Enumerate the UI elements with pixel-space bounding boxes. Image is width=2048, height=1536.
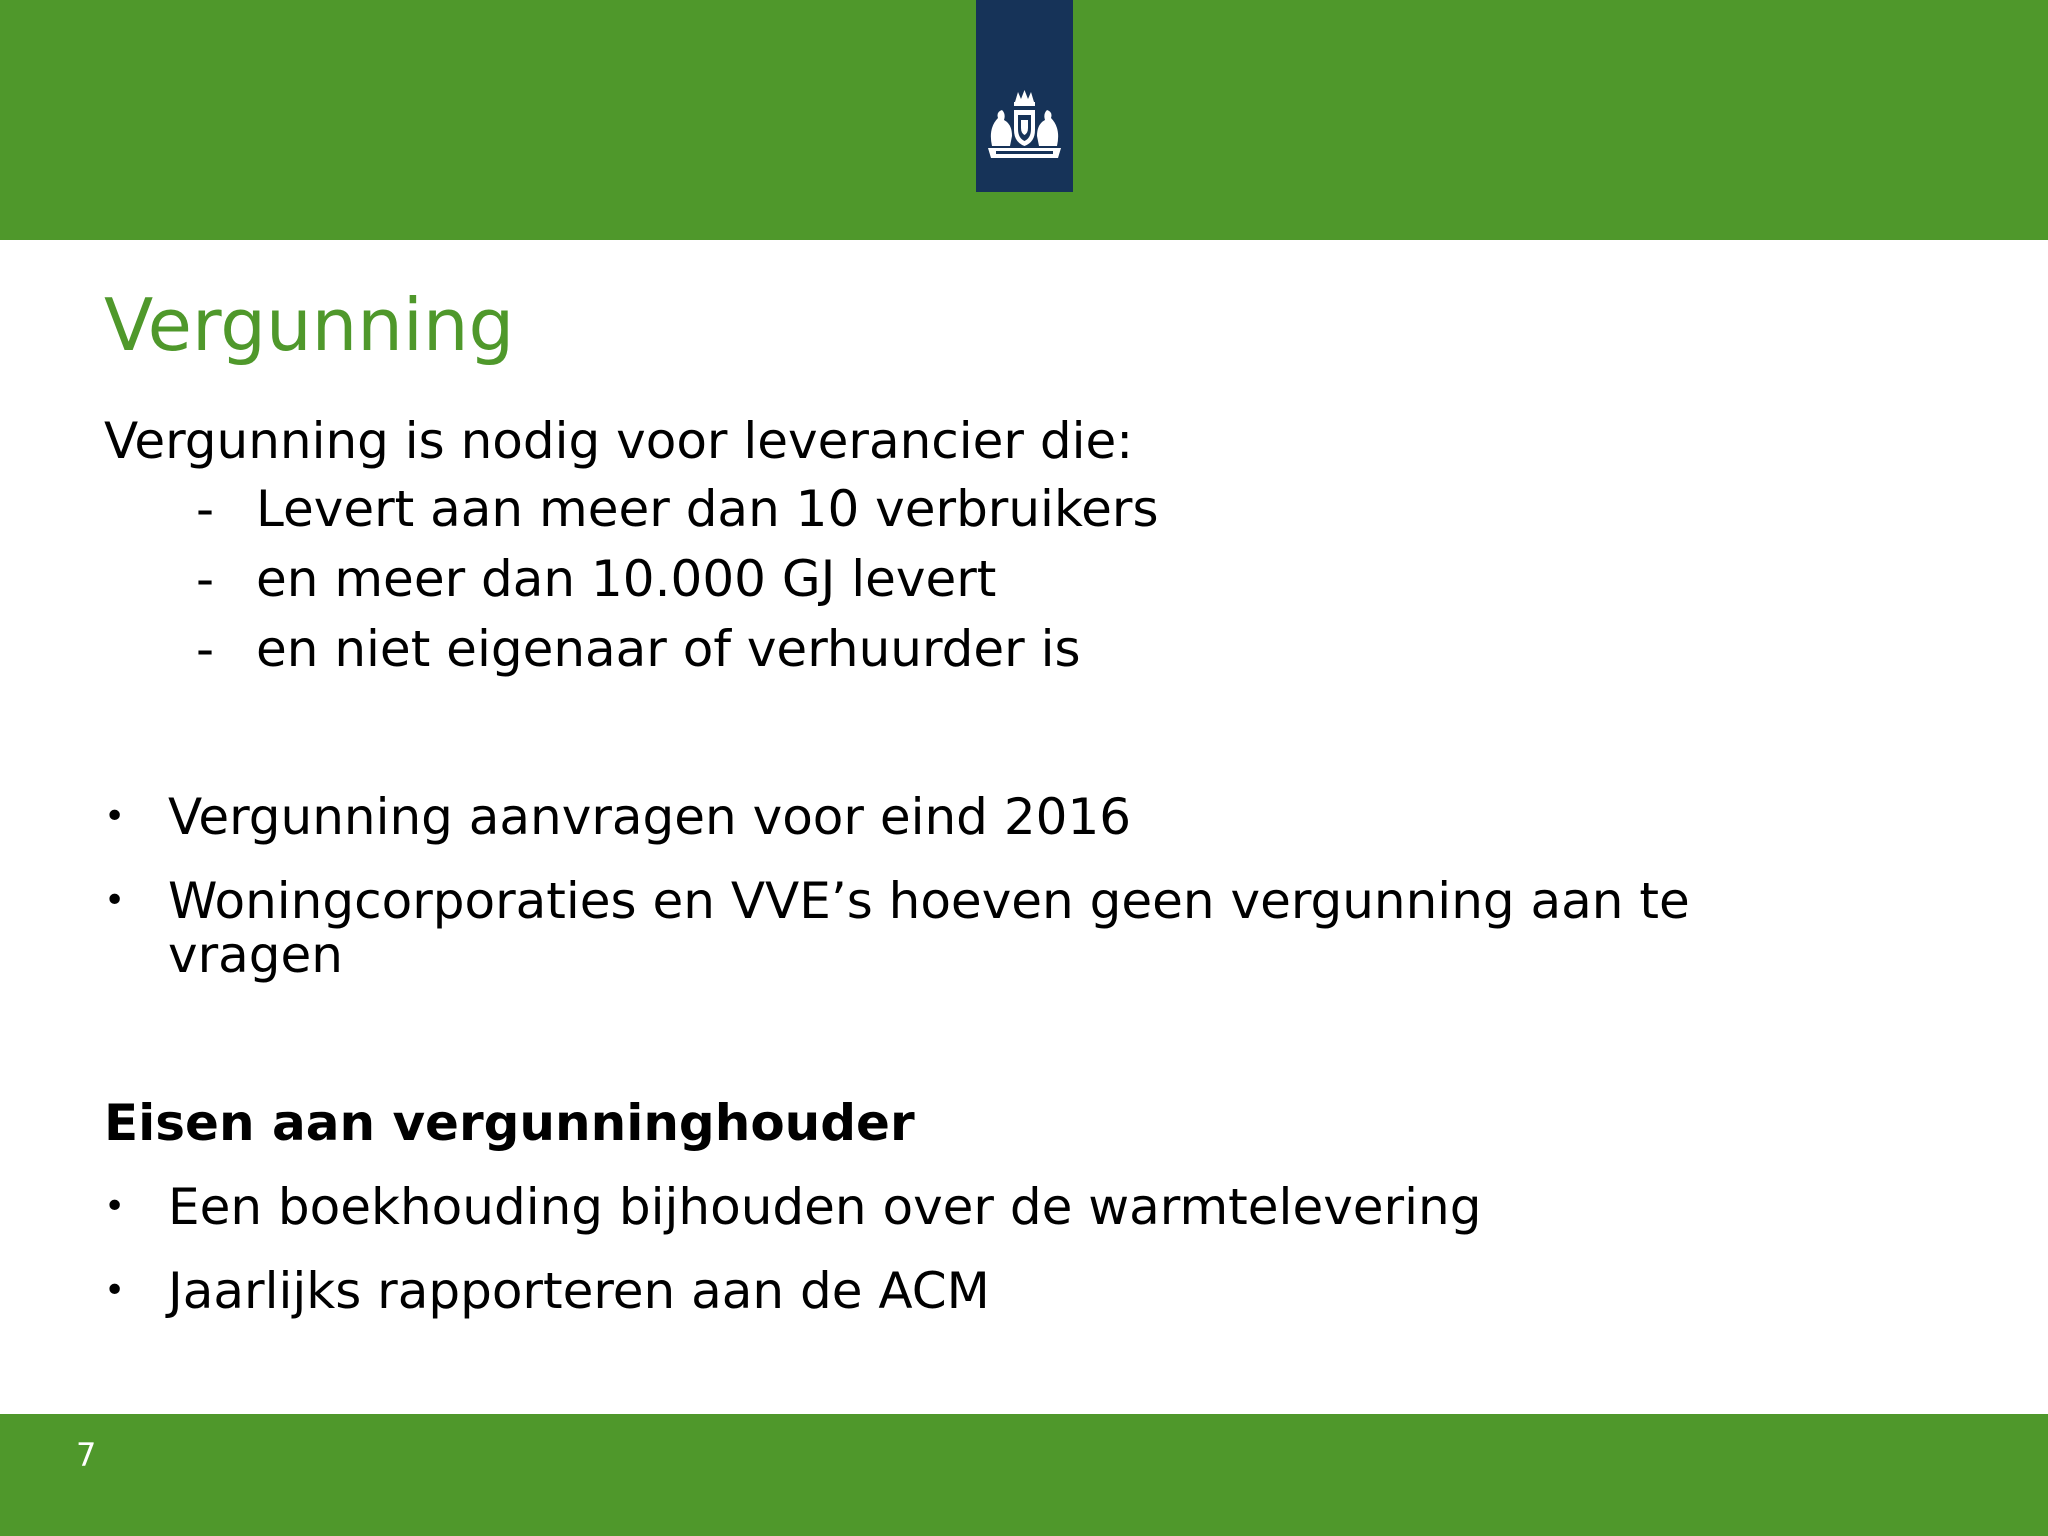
condition-text: en niet eigenaar of verhuurder is [256,620,1081,678]
requirement-text: Jaarlijks rapporteren aan de ACM [168,1262,990,1320]
list-item [196,548,1159,618]
dash-marker: - [196,480,215,538]
list-item [196,618,1159,688]
intro-text: Vergunning is nodig voor leverancier die: [104,412,1134,470]
slide-number: 7 [76,1436,97,1474]
requirement-text: Een boekhouding bijhouden over de warmtelevering [168,1178,1482,1236]
government-logo [976,0,1073,192]
bullet-marker: • [104,880,126,921]
dash-marker: - [196,550,215,608]
list-item [196,478,1159,548]
list-item [104,1180,1868,1234]
list-item [104,874,1868,982]
bullet-marker: • [104,796,126,837]
list-item [104,790,1868,844]
bullet-marker: • [104,1186,126,1227]
dash-marker: - [196,620,215,678]
bullet-text: Woningcorporaties en VVE’s hoeven geen vergunning aan te vragen [168,872,1690,984]
list-item [104,1264,1868,1318]
coat-of-arms-icon [982,88,1067,168]
condition-text: en meer dan 10.000 GJ levert [256,550,997,608]
condition-list [196,478,1159,688]
slide-title: Vergunning [104,283,515,367]
bullet-list [104,790,1868,1012]
condition-text: Levert aan meer dan 10 verbruikers [256,480,1159,538]
bullet-marker: • [104,1270,126,1311]
requirements-heading: Eisen aan vergunninghouder [104,1094,915,1152]
bullet-text: Vergunning aanvragen voor eind 2016 [168,788,1132,846]
footer-band [0,1414,2048,1536]
requirements-list [104,1180,1868,1348]
